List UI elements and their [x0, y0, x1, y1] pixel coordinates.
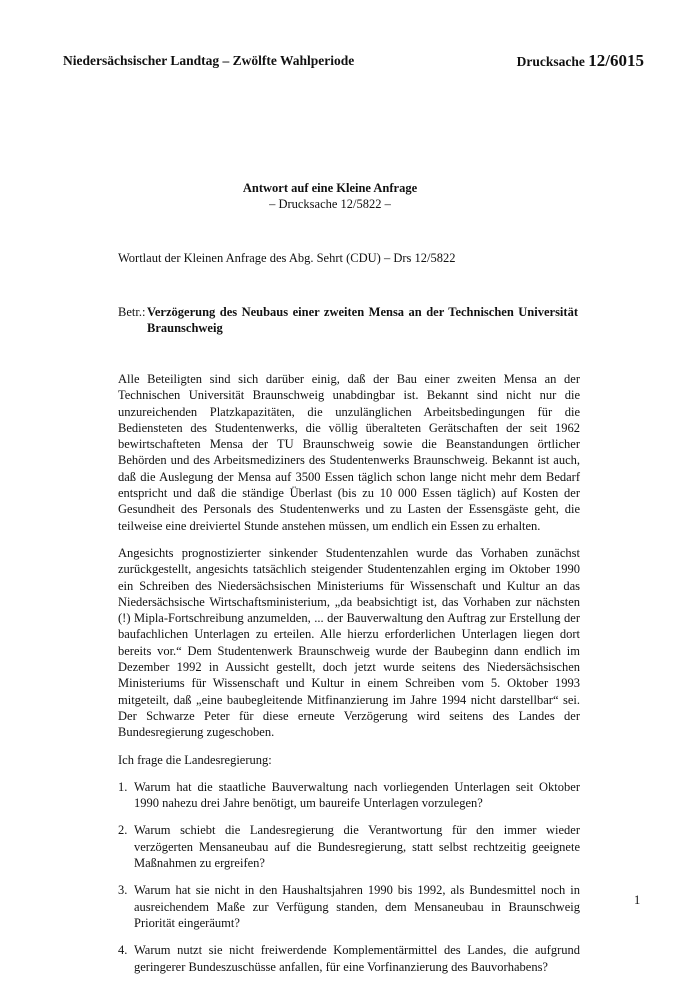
- drucksache-value: 12/6015: [588, 51, 644, 70]
- list-item: [118, 882, 580, 931]
- paragraph: Alle Beteiligten sind sich darüber einig, daß der Bau einer zweiten Mensa an der Technischen Universität Braunschweig unabdingbar ist. Bekannt sind nicht nur die unzureichenden Platzkapazitäten, die unzulänglichen Arbeitsbedingungen für die Bediensteten des Studentenwerks, die völlig überalteten Gerätschaften der seit 1962 bewirtschafteten Mensa der TU Braunschweig sowie die Beanstandungen örtlicher Behörden und des Arbeitsmediziners des Studentenwerks Braunschweig. Bekannt ist auch, daß die Auslegung der Mensa auf 3500 Essen täglich schon lange nicht mehr dem Bedarf entspricht und daß die ständige Überlast (bis zu 10 000 Essen täglich) auf Kosten der Gesundheit des Personals des Studentenwerks und zu Lasten der Essensgäste geht, die teilweise eine dreiviertel Stunde anstehen müssen, um endlich ein Essen zu erhalten.: [118, 372, 580, 533]
- title-line-2: – Drucksache 12/5822 –: [269, 197, 391, 211]
- page-number: 1: [634, 893, 641, 907]
- question-number: 3.: [118, 883, 128, 898]
- list-item: [118, 779, 580, 812]
- drucksache-number: [517, 51, 644, 71]
- question-number: 2.: [118, 823, 128, 838]
- question-text: Warum hat sie nicht in den Haushaltsjahren 1990 bis 1992, als Bundesmittel noch in ausreichendem Maße zur Verfügung standen, dem Mensaneubau in Braunschweig Priorität eingeräumt?: [134, 883, 580, 930]
- question-text: Warum hat die staatliche Bauverwaltung nach vorliegenden Unterlagen seit Oktober 1990 nahezu drei Jahre benötigt, um baureife Unterlagen vorzulegen?: [134, 779, 580, 811]
- drucksache-label: Drucksache: [516, 54, 585, 69]
- body-text: [118, 371, 580, 986]
- header-title: Niedersächsischer Landtag – Zwölfte Wahlperiode: [63, 53, 355, 68]
- question-text: Warum nutzt sie nicht freiwerdende Komplementärmittel des Landes, die aufgrund geringerer Bundeszuschüsse anfallen, für eine Vorfinanzierung des Bauvorhabens?: [134, 943, 580, 974]
- subject-label: Betr.:: [118, 305, 146, 319]
- question-number: 4.: [118, 943, 128, 958]
- question-intro: Ich frage die Landesregierung:: [118, 752, 272, 767]
- question-text: Warum schiebt die Landesregierung die Verantwortung für den immer wieder verzögerten Mensaneubau auf die Bundesregierung, statt selbst rechtzeitig geeignete Maßnahmen zu ergreifen?: [134, 823, 580, 871]
- wortlaut-line: Wortlaut der Kleinen Anfrage des Abg. Sehrt (CDU) – Drs 12/5822: [118, 251, 456, 265]
- title-line-1: Antwort auf eine Kleine Anfrage: [242, 181, 418, 195]
- page-header: [63, 51, 644, 71]
- question-list: [118, 779, 580, 975]
- document-title: [0, 180, 660, 212]
- question-number: 1.: [118, 779, 128, 794]
- paragraph: Angesichts prognostizierter sinkender Studentenzahlen wurde das Vorhaben zunächst zurückgestellt, angesichts tatsächlich steigender Studentenzahlen erging im Oktober 1990 ein Schreiben des Niedersächsischen Ministeriums für Wissenschaft und Kultur an das Niedersächsische Wirtschaftsministerium, „da beabsichtigt ist, das Vorhaben zur nächsten (!) Mipla-Fortschreibung anzumelden, ... der Bauverwaltung den Auftrag zur Erstellung der baufachlichen Unterlagen zu erteilen. Alle hierzu erforderlichen Unterlagen liegen dort bereits vor.“ Dem Studentenwerk Braunschweig wurde der Baubeginn dann endlich im Dezember 1992 in Aussicht gestellt, doch jetzt wurde seitens des Niedersächsischen Ministeriums für Wissenschaft und Kultur in einem Schreiben vom 5. Oktober 1993 mitgeteilt, daß „eine baubegleitende Mitfinanzierung im Jahre 1994 nicht darstellbar“ sei. Der Schwarze Peter für diese erneute Verzögerung wird seitens des Landes der Bundesregierung zugeschoben.: [118, 545, 580, 740]
- subject-text: Verzögerung des Neubaus einer zweiten Mensa an der Technischen Universität Braunschweig: [147, 305, 578, 335]
- list-item: [118, 942, 580, 975]
- subject-block: [118, 304, 578, 336]
- list-item: [118, 822, 580, 871]
